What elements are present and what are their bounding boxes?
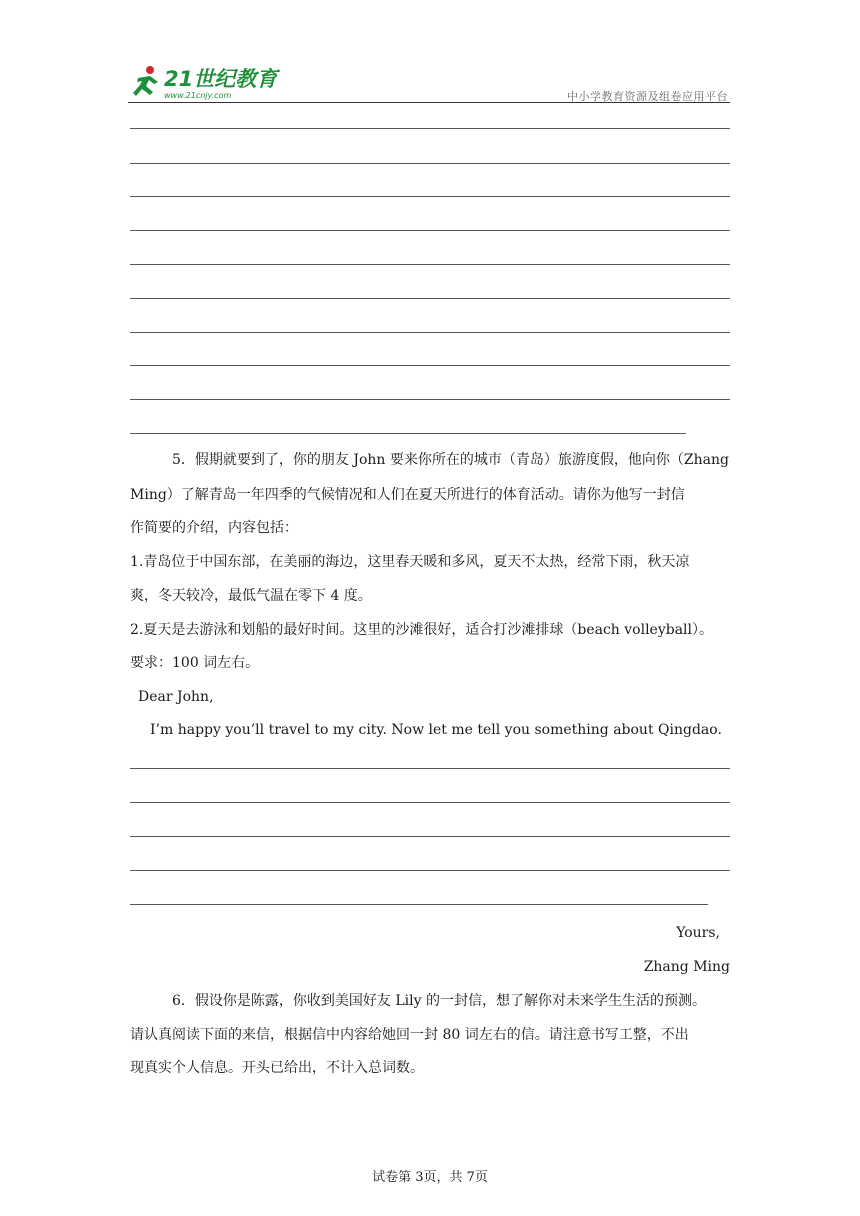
logo-url: www.21cnjy.com	[164, 91, 232, 100]
letter-signature: Zhang Ming	[643, 959, 730, 975]
letter-closing: Yours,	[676, 925, 720, 941]
answer-line[interactable]	[130, 298, 730, 299]
q6-prompt-line-2: 请认真阅读下面的来信，根据信中内容给她回一封 80 词左右的信。请注意书写工整，不出	[130, 1027, 689, 1043]
answer-line[interactable]	[130, 163, 730, 164]
logo	[128, 62, 298, 102]
answer-line[interactable]	[130, 128, 730, 129]
q5-requirement: 要求：100 词左右。	[130, 655, 260, 671]
logo-text: 21世纪教育	[164, 67, 278, 91]
q5-prompt-line-3: 作简要的介绍，内容包括：	[130, 520, 298, 536]
answer-line[interactable]	[130, 870, 730, 871]
q5-prompt-line-1: 5．假期就要到了，你的朋友 John 要来你所在的城市（青岛）旅游度假，他向你（Zhang	[172, 452, 729, 468]
answer-line[interactable]	[130, 433, 686, 434]
answer-line[interactable]	[130, 399, 730, 400]
answer-line[interactable]	[130, 196, 730, 197]
answer-line[interactable]	[130, 264, 730, 265]
q5-prompt-line-2: Ming）了解青岛一年四季的气候情况和人们在夏天所进行的体育活动。请你为他写一封信	[130, 487, 685, 503]
answer-line[interactable]	[130, 332, 730, 333]
q5-point-1-line-2: 爽，冬天较冷，最低气温在零下 4 度。	[130, 588, 372, 604]
answer-line[interactable]	[130, 230, 730, 231]
answer-line[interactable]	[130, 802, 730, 803]
platform-label: 中小学教育资源及组卷应用平台	[567, 90, 728, 103]
answer-line[interactable]	[130, 768, 730, 769]
header-rule	[128, 102, 730, 103]
answer-line[interactable]	[130, 904, 708, 905]
q5-point-1-line-1: 1.青岛位于中国东部，在美丽的海边，这里春天暖和多风，夏天不太热，经常下雨，秋天凉	[130, 554, 690, 570]
q5-point-2: 2.夏天是去游泳和划船的最好时间。这里的沙滩很好，适合打沙滩排球（beach volleyball）。	[130, 622, 714, 638]
answer-line[interactable]	[130, 836, 730, 837]
letter-opening: I’m happy you’ll travel to my city. Now let me tell you something about Qingdao.	[150, 722, 722, 738]
runner-icon	[133, 66, 158, 96]
page-number: 试卷第 3页，共 7页	[372, 1170, 488, 1185]
page-header	[128, 62, 730, 104]
letter-greeting: Dear John,	[138, 689, 214, 705]
q6-prompt-line-1: 6．假设你是陈露，你收到美国好友 Lily 的一封信，想了解你对未来学生生活的预测。	[172, 993, 706, 1009]
answer-line[interactable]	[130, 365, 730, 366]
q6-prompt-line-3: 现真实个人信息。开头已给出，不计入总词数。	[130, 1060, 424, 1076]
